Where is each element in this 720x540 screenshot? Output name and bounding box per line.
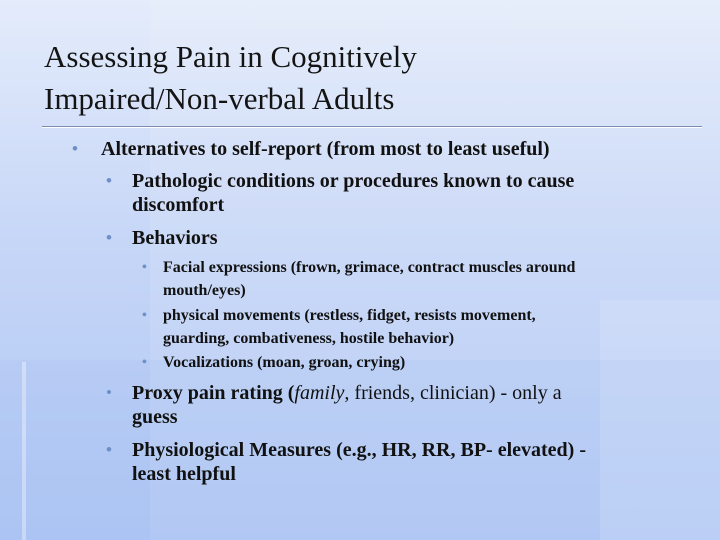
proxy-text-family: family	[294, 382, 345, 404]
bullet-icon: •	[142, 355, 147, 370]
bullet-text-line-2: least helpful	[132, 463, 236, 485]
bullet-item-proxy	[106, 381, 702, 429]
title-line-2: Impaired/Non-verbal Adults	[44, 81, 395, 116]
bullet-icon: •	[106, 228, 112, 247]
bullet-text: Alternatives to self-report (from most to least useful)	[101, 138, 550, 160]
bullet-icon: •	[142, 260, 147, 275]
bullet-icon: •	[106, 383, 112, 402]
bullet-text-line-1	[132, 381, 702, 405]
bullet-icon: •	[72, 139, 78, 158]
bullet-icon: •	[106, 171, 112, 190]
bullet-item-pathologic	[106, 169, 702, 217]
bullet-text-line-1: Pathologic conditions or procedures known to cause	[132, 170, 575, 192]
bullet-text-line-1: physical movements (restless, fidget, resists movement,	[163, 307, 536, 324]
proxy-text-a: Proxy pain rating (	[132, 382, 295, 404]
bullet-text-line-1: Facial expressions (frown, grimace, contract muscles around	[163, 259, 576, 276]
bullet-text: Behaviors	[132, 227, 218, 249]
bullet-item-alternatives	[72, 137, 701, 161]
bullet-text-line-2: mouth/eyes)	[163, 282, 246, 299]
bullet-icon: •	[106, 440, 112, 459]
bullet-text-line-2: guarding, combativeness, hostile behavior)	[163, 330, 455, 347]
bullet-item-physical	[142, 304, 703, 350]
bullet-item-behaviors	[106, 226, 702, 250]
bullet-text-line-1: Physiological Measures (e.g., HR, RR, BP- elevated) -	[132, 439, 586, 461]
bullet-text-line-2: guess	[132, 406, 178, 428]
bullet-item-vocal	[142, 351, 703, 374]
bullet-icon: •	[142, 308, 147, 323]
bullet-text: Vocalizations (moan, groan, crying)	[163, 354, 406, 371]
bullet-item-facial	[142, 256, 703, 302]
bullet-item-physiological	[106, 438, 702, 486]
title-line-1: Assessing Pain in Cognitively	[44, 39, 417, 74]
bullet-text-line-2: discomfort	[132, 194, 225, 216]
proxy-text-c: , friends, clinician) - only a	[344, 382, 562, 404]
